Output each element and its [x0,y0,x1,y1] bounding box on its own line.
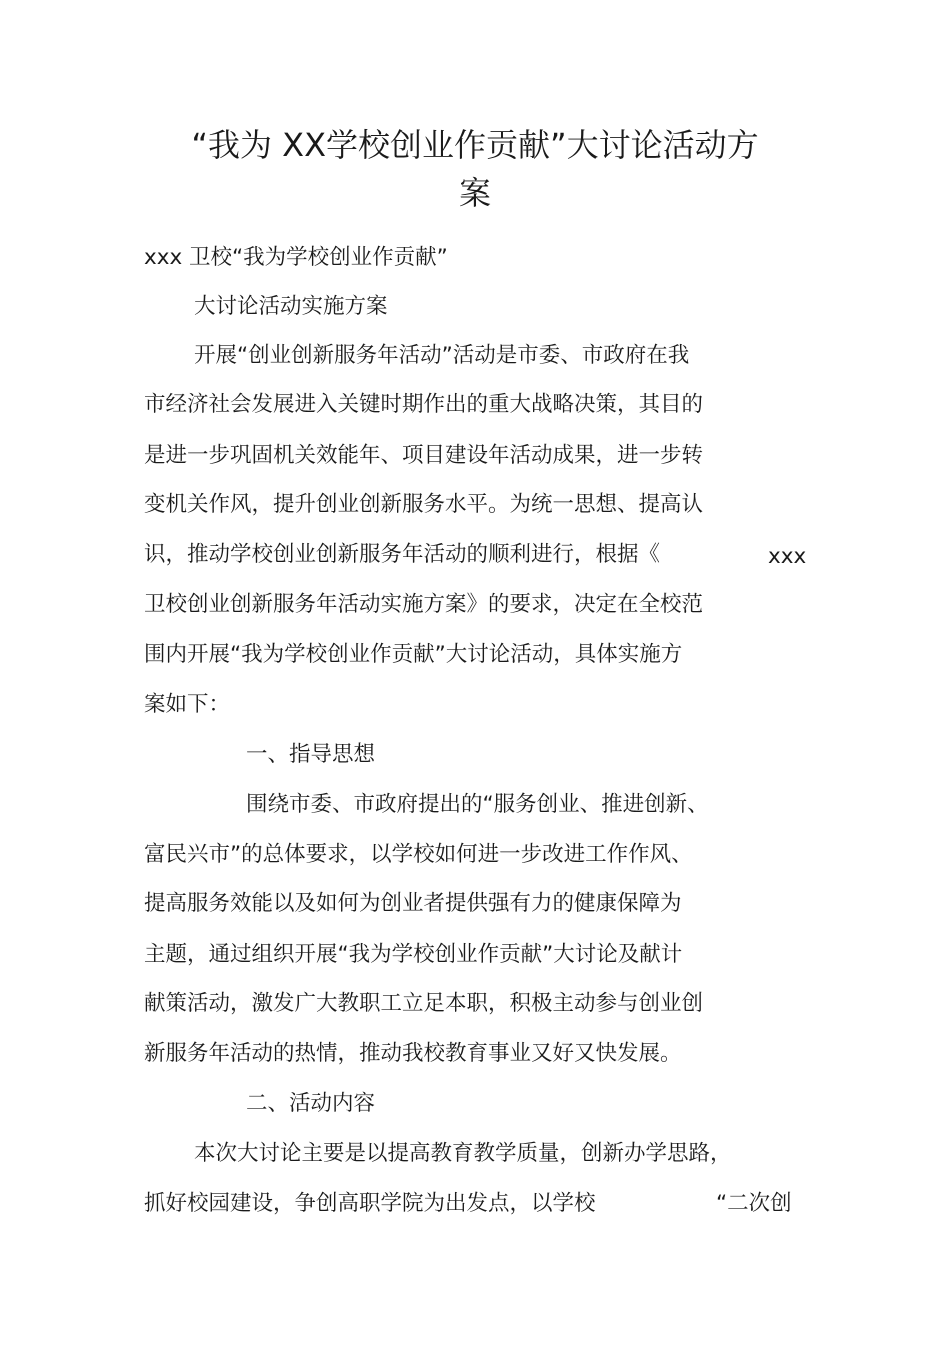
section-heading-activity-content: 二、活动内容 [246,1091,376,1116]
paragraph-float-xxx: xxx [768,544,807,569]
subtitle-school-line: xxx 卫校“我为学校创业作贡献” [144,245,448,270]
document-title-line-1: “我为 XX学校创业作贡献”大讨论活动方 [191,126,759,164]
paragraph-line: 卫校创业创新服务年活动实施方案》的要求，决定在全校范 [144,592,704,617]
paragraph-float-erci: “二次创 [716,1191,792,1216]
paragraph-line: 抓好校园建设，争创高职学院为出发点，以学校 [144,1191,596,1216]
paragraph-line: 市经济社会发展进入关键时期作出的重大战略决策，其目的 [144,392,704,417]
paragraph-line: 主题，通过组织开展“我为学校创业作贡献”大讨论及献计 [144,942,683,967]
paragraph-line: 新服务年活动的热情，推动我校教育事业又好又快发展。 [144,1041,682,1066]
document-title-line-2: 案 [458,174,491,212]
subtitle-plan-line: 大讨论活动实施方案 [194,294,388,319]
paragraph-line: 变机关作风，提升创业创新服务水平。为统一思想、提高认 [144,492,704,517]
paragraph-line: 提高服务效能以及如何为创业者提供强有力的健康保障为 [144,891,682,916]
paragraph-line: 开展“创业创新服务年活动”活动是市委、市政府在我 [194,343,690,368]
paragraph-line: 本次大讨论主要是以提高教育教学质量，创新办学思路， [194,1141,732,1166]
paragraph-line: 围绕市委、市政府提出的“服务创业、推进创新、 [246,792,709,817]
paragraph-line: 案如下： [144,692,231,717]
paragraph-line: 围内开展“我为学校创业作贡献”大讨论活动，具体实施方 [144,642,683,667]
section-heading-guiding-thought: 一、指导思想 [246,742,376,767]
paragraph-line: 献策活动，激发广大教职工立足本职，积极主动参与创业创 [144,991,704,1016]
paragraph-line: 富民兴市”的总体要求，以学校如何进一步改进工作作风、 [144,842,693,867]
paragraph-line: 识，推动学校创业创新服务年活动的顺利进行，根据《 [144,542,661,567]
paragraph-line: 是进一步巩固机关效能年、项目建设年活动成果，进一步转 [144,443,704,468]
